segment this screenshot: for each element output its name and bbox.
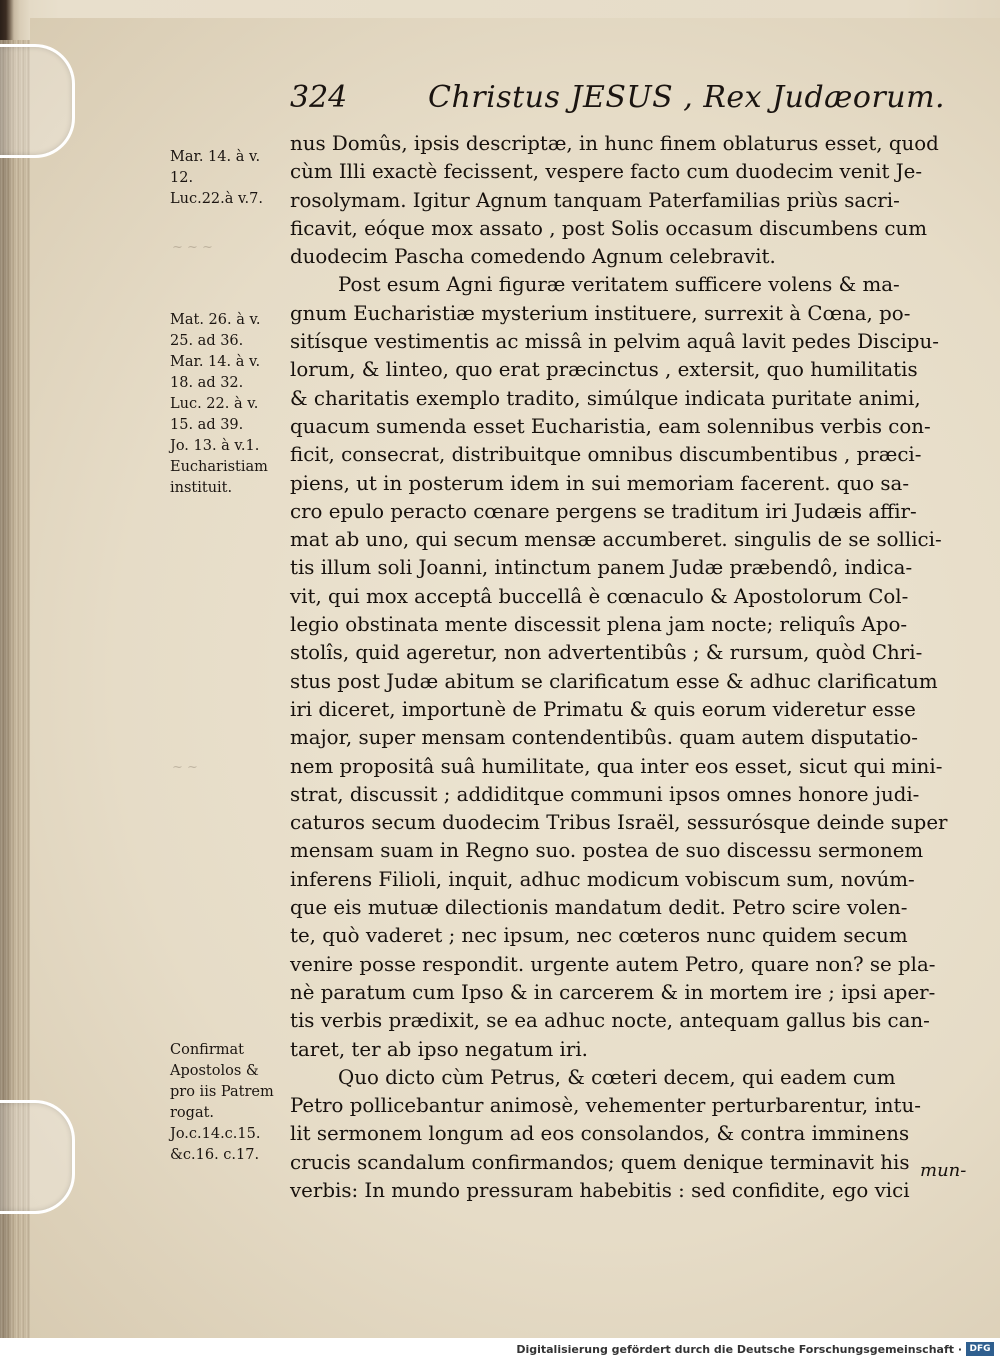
- text-line: sitísque vestimentis ac missâ in pelvim aquâ lavit pedes Discipu-: [290, 330, 939, 354]
- margin-note-line: Jo.c.14.c.15.: [170, 1126, 261, 1142]
- text-line: nem propositâ suâ humilitate, qua inter eos esset, sicut qui mini-: [290, 754, 943, 778]
- text-line: iri diceret, importunè de Primatu & quis eorum videretur esse: [290, 697, 916, 721]
- margin-note-line: Jo. 13. à v.1.: [170, 438, 260, 454]
- page-number: 324: [290, 80, 348, 115]
- margin-note-line: Eucharistiam: [170, 459, 268, 475]
- text-line: tis illum soli Joanni, intinctum panem Judæ præbendô, indica-: [290, 556, 913, 580]
- margin-note: [170, 1040, 295, 1166]
- margin-note-line: pro iis Patrem: [170, 1084, 274, 1100]
- text-line: gnum Eucharistiæ mysterium instituere, surrexit à Cœna, po-: [290, 301, 911, 325]
- running-title: Christus JESUS , Rex Judæorum.: [428, 80, 946, 115]
- footer-credit: Digitalisierung gefördert durch die Deutsche Forschungsgemeinschaft ·: [516, 1343, 962, 1356]
- page-clip-bottom: [0, 1100, 75, 1214]
- text-line: nus Domûs, ipsis descriptæ, in hunc finem oblaturus esset, quod: [290, 132, 939, 155]
- margin-note-line: 18. ad 32.: [170, 375, 244, 391]
- text-line: mat ab uno, qui secum mensæ accumberet. singulis de se sollici-: [290, 528, 942, 552]
- text-line: te, quò vaderet ; nec ipsum, nec cœteros nunc quidem secum: [290, 924, 908, 948]
- text-line: stolîs, quid ageretur, non advertentibûs ; & rursum, quòd Chri-: [290, 641, 923, 665]
- text-line: Post esum Agni figuræ veritatem sufficere volens & ma-: [338, 273, 900, 297]
- page-clip-top: [0, 44, 75, 158]
- text-line: quacum sumenda esset Eucharistia, eam solennibus verbis con-: [290, 414, 931, 438]
- text-line: lit sermonem longum ad eos consolandos, & contra imminens: [290, 1122, 910, 1146]
- footer-bar: [0, 1338, 1000, 1362]
- margin-note-line: Confirmat: [170, 1042, 244, 1058]
- dfg-logo: DFG: [966, 1342, 994, 1356]
- text-line: ficit, consecrat, distribuitque omnibus discumbentibus , præci-: [290, 443, 922, 467]
- text-line: & charitatis exemplo tradito, simúlque indicata puritate animi,: [290, 386, 921, 410]
- text-line: caturos secum duodecim Tribus Israël, sessurósque deinde super: [290, 811, 948, 835]
- text-line: major, super mensam contendentibûs. quam autem disputatio-: [290, 726, 918, 750]
- margin-note: [170, 147, 295, 210]
- text-line: crucis scandalum confirmandos; quem denique terminavit his: [290, 1150, 910, 1174]
- margin-note: [170, 310, 295, 499]
- text-line: que eis mutuæ dilectionis mandatum dedit. Petro scire volen-: [290, 896, 908, 920]
- margin-note-line: Luc.22.à v.7.: [170, 191, 263, 207]
- text-line: rosolymam. Igitur Agnum tanquam Paterfamilias priùs sacri-: [290, 188, 900, 212]
- text-line: nè paratum cum Ipso & in carcerem & in mortem ire ; ipsi aper-: [290, 980, 936, 1004]
- text-line: inferens Filioli, inquit, adhuc modicum vobiscum sum, novúm-: [290, 867, 915, 891]
- catchword: mun-: [920, 1160, 967, 1181]
- body-text: [290, 130, 990, 1205]
- margin-note-line: Luc. 22. à v.: [170, 396, 259, 412]
- text-line: verbis: In mundo pressuram habebitis : sed confidite, ego vici: [290, 1178, 910, 1202]
- text-line: cùm Illi exactè fecissent, vespere facto cum duodecim venit Je-: [290, 160, 923, 184]
- text-line: Quo dicto cùm Petrus, & cœteri decem, qui eadem cum: [338, 1065, 896, 1089]
- text-line: mensam suam in Regno suo. postea de suo discessu sermonem: [290, 839, 924, 863]
- margin-note-line: Mar. 14. à v.: [170, 149, 261, 165]
- text-line: ficavit, eóque mox assato , post Solis occasum discumbens cum: [290, 216, 927, 240]
- text-line: tis verbis prædixit, se ea adhuc nocte, antequam gallus bis can-: [290, 1009, 930, 1033]
- text-line: Petro pollicebantur animosè, vehementer perturbarentur, intu-: [290, 1094, 921, 1118]
- text-line: taret, ter ab ipso negatum iri.: [290, 1037, 588, 1061]
- text-line: stus post Judæ abitum se clarificatum esse & adhuc clarificatum: [290, 669, 938, 693]
- bleed-through-text: ~ ~: [172, 760, 198, 775]
- margin-note-line: 12.: [170, 170, 194, 186]
- text-line: lorum, & linteo, quo erat præcinctus , extersit, quo humilitatis: [290, 358, 918, 382]
- margin-note-line: rogat.: [170, 1105, 215, 1121]
- text-line: duodecim Pascha comedendo Agnum celebravit.: [290, 245, 776, 269]
- margin-note-line: 25. ad 36.: [170, 333, 244, 349]
- bleed-through-text: ~ ~ ~: [172, 240, 213, 255]
- text-line: venire posse respondit. urgente autem Petro, quare non? se pla-: [290, 952, 936, 976]
- text-line: legio obstinata mente discessit plena jam nocte; reliquîs Apo-: [290, 613, 908, 637]
- margin-note-line: Mar. 14. à v.: [170, 354, 261, 370]
- margin-note-line: Apostolos &: [170, 1063, 259, 1079]
- margin-note-line: Mat. 26. à v.: [170, 312, 261, 328]
- text-line: cro epulo peracto cœnare pergens se traditum iri Judæis affir-: [290, 499, 917, 523]
- text-line: strat, discussit ; addiditque communi ipsos omnes honore judi-: [290, 782, 920, 806]
- page-header: [290, 78, 980, 122]
- margin-note-line: &c.16. c.17.: [170, 1147, 260, 1163]
- margin-note-line: 15. ad 39.: [170, 417, 244, 433]
- text-line: piens, ut in posterum idem in sui memoriam facerent. quo sa-: [290, 471, 910, 495]
- margin-note-line: instituit.: [170, 480, 233, 496]
- text-line: vit, qui mox acceptâ buccellâ è cœnaculo & Apostolorum Col-: [290, 584, 909, 608]
